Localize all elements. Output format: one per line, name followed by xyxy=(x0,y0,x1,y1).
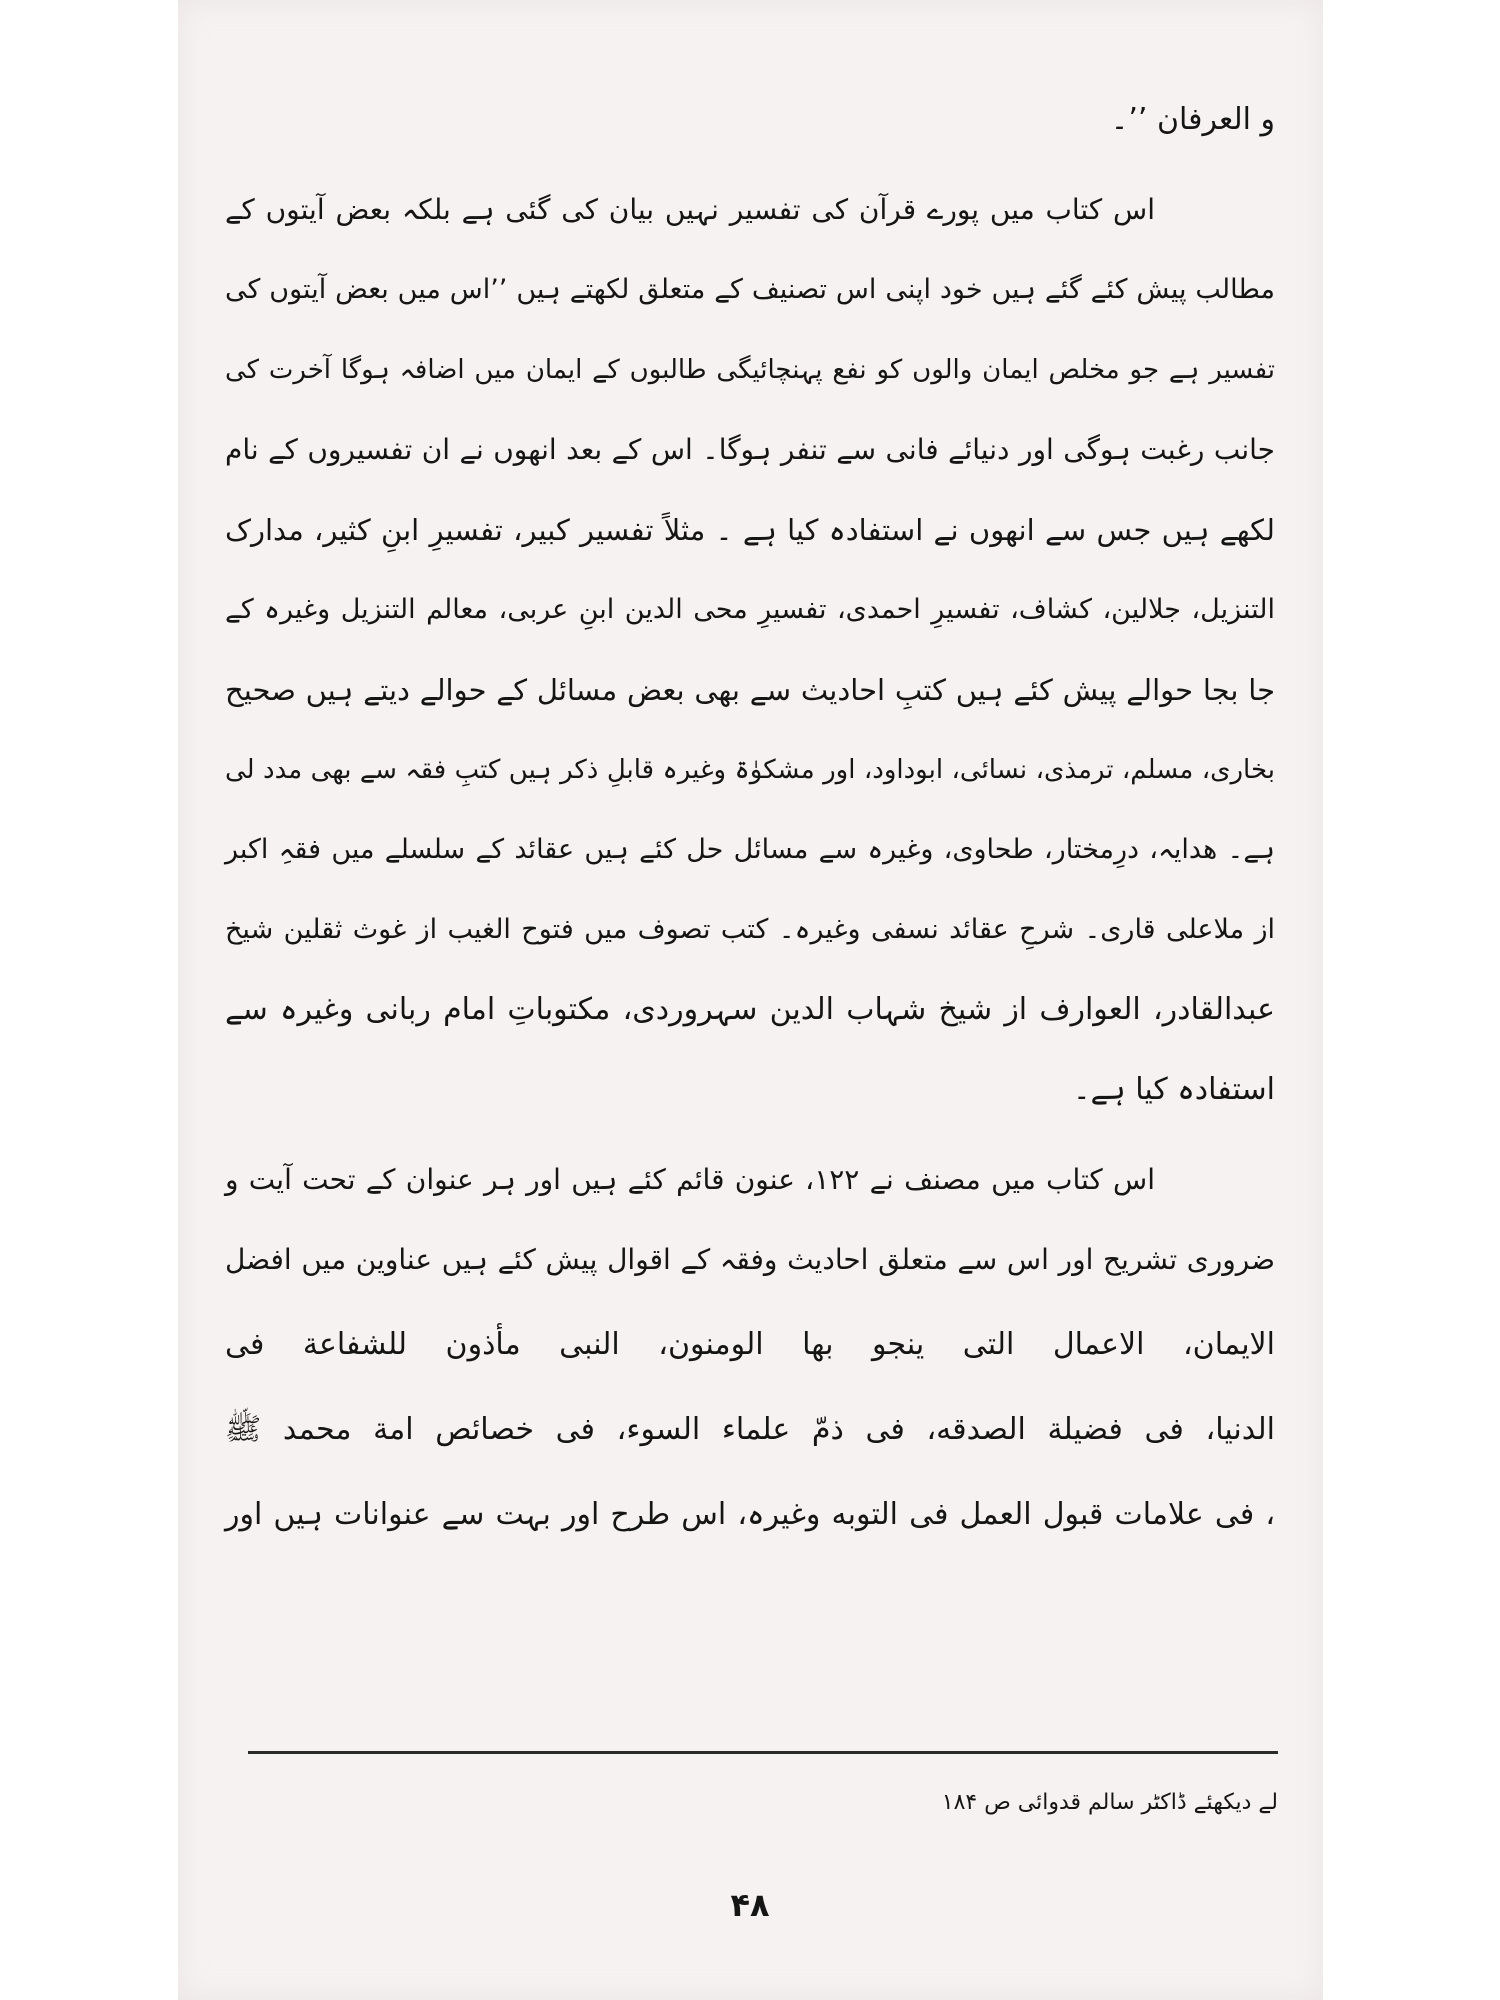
text-line-5: جانب رغبت ہوگی اور دنیائے فانی سے تنفر ہوگا۔ اس کے بعد انھوں نے ان تفسیروں کے نام xyxy=(225,433,1275,466)
text-line-9: بخاری، مسلم، ترمذی، نسائی، ابوداود، اور مشکوٰۃ وغیرہ قابلِ ذکر ہیں کتبِ فقہ سے بھی مدد لی xyxy=(225,755,1275,785)
text-line-7: التنزیل، جلالین، کشاف، تفسیرِ احمدی، تفسیرِ محی الدین ابنِ عربی، معالم التنزیل وغیرہ کے xyxy=(225,594,1275,625)
page-number: ۴۸ xyxy=(730,1886,770,1924)
text-line-13: استفادہ کیا ہے۔ xyxy=(1072,1072,1275,1107)
text-line-3: مطالب پیش کئے گئے ہیں خود اپنی اس تصنیف کے متعلق لکھتے ہیں ’’اس میں بعض آیتوں کی xyxy=(225,274,1275,305)
text-line-8: جا بجا حوالے پیش کئے ہیں کتبِ احادیث سے بھی بعض مسائل کے حوالے دیتے ہیں صحیح xyxy=(225,673,1275,707)
footnote: لے دیکھئے ڈاکٹر سالم قدوائی ص ۱۸۴ xyxy=(941,1790,1278,1815)
text-line-1: و العرفان ’’۔ xyxy=(1110,102,1275,137)
text-line-14: اس کتاب میں مصنف نے ۱۲۲، عنون قائم کئے ہیں اور ہر عنوان کے تحت آیت و xyxy=(225,1163,1155,1196)
text-line-11: از ملاعلی قاری۔ شرحِ عقائد نسفی وغیرہ۔ کتب تصوف میں فتوح الغیب از غوث ثقلین شیخ xyxy=(225,914,1275,945)
text-line-15: ضروری تشریح اور اس سے متعلق احادیث وفقہ کے اقوال پیش کئے ہیں عناوین میں افضل xyxy=(225,1243,1275,1276)
text-line-10: ہے۔ ھدایہ، درِمختار، طحاوی، وغیرہ سے مسائل حل کئے ہیں عقائد کے سلسلے میں فقہِ اکبر xyxy=(225,834,1275,865)
text-line-17: الدنیا، فی فضیلة الصدقه، فی ذمّ علماء السوء، فی خصائص امة محمد ﷺ xyxy=(225,1412,1275,1447)
text-line-6: لکھے ہیں جس سے انھوں نے استفادہ کیا ہے ۔ مثلاً تفسیر کبیر، تفسیرِ ابنِ کثیر، مدارک xyxy=(225,513,1275,547)
text-line-4: تفسیر ہے جو مخلص ایمان والوں کو نفع پہنچائیگی طالبوں کے ایمان میں اضافہ ہوگا آخرت کی xyxy=(225,355,1275,385)
text-line-12: عبدالقادر، العوارف از شیخ شہاب الدین سہروردی، مکتوباتِ امام ربانی وغیرہ سے xyxy=(225,992,1275,1027)
text-line-18: ، فی علامات قبول العمل فی التوبه وغیرہ، اس طرح اور بہت سے عنوانات ہیں اور xyxy=(225,1497,1275,1532)
body-text xyxy=(225,0,1275,1720)
text-line-16: الایمان، الاعمال التی ینجو بھا الومنون، النبی مأذون للشفاعة فی xyxy=(225,1327,1275,1362)
text-line-2: اس کتاب میں پورے قرآن کی تفسیر نہیں بیان کی گئی ہے بلکہ بعض آیتوں کے xyxy=(225,193,1155,226)
footnote-divider xyxy=(248,1751,1278,1754)
